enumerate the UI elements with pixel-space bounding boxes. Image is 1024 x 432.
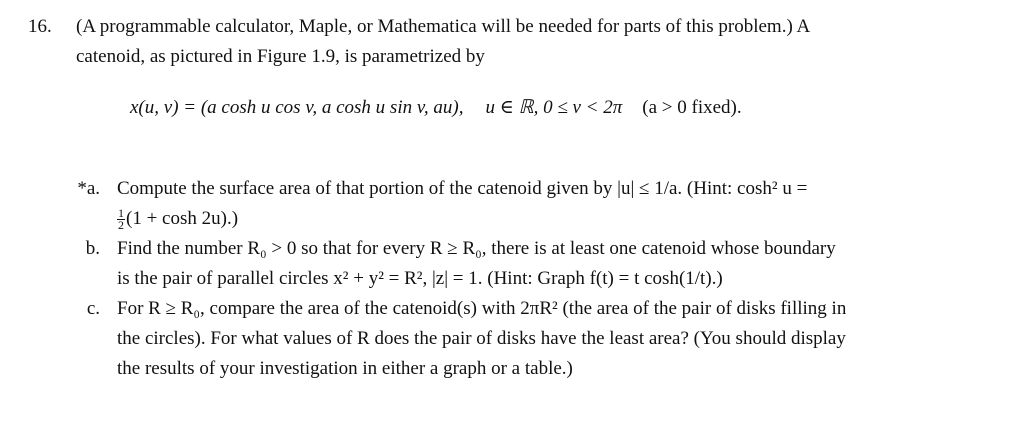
problem-intro — [76, 12, 956, 72]
part-c-line-1: For R ≥ R₀, compare the area of the catenoid(s) with 2πR² (the area of the pair of disks filling in — [117, 298, 847, 319]
formula-condition: (a > 0 fixed). — [642, 97, 742, 118]
part-a-label: *a. — [77, 178, 100, 199]
intro-line-2: catenoid, as pictured in Figure 1.9, is parametrized by — [76, 46, 485, 67]
part-c-label: c. — [86, 298, 100, 319]
formula-domain: u ∈ ℝ, 0 ≤ v < 2π — [485, 97, 623, 118]
part-b-text — [117, 234, 947, 294]
part-a-text — [117, 174, 947, 234]
intro-line-1: (A programmable calculator, Maple, or Mathematica will be needed for parts of this problem.) A — [76, 16, 811, 37]
one-half-fraction: $\frac{1}{2}$ — [118, 206, 124, 233]
part-c-text — [117, 294, 947, 384]
part-a-line-2: $\frac{1}{2}$ (1 + cosh 2u).) — [118, 206, 239, 233]
part-b-label: b. — [85, 238, 100, 259]
part-a-line-1: Compute the surface area of that portion of the catenoid given by |u| ≤ 1/a. (Hint: cosh² u = — [117, 178, 808, 199]
part-c-line-3: the results of your investigation in either a graph or a table.) — [117, 358, 573, 379]
part-b-line-2: is the pair of parallel circles x² + y² = R², |z| = 1. (Hint: Graph f(t) = t cosh(1/t).) — [117, 268, 723, 289]
problem-number: 16. — [28, 16, 52, 37]
formula-main: x(u, v) = (a cosh u cos v, a cosh u sin v, au), — [130, 97, 464, 118]
parametrization-formula — [130, 93, 742, 123]
part-b-line-1: Find the number R₀ > 0 so that for every R ≥ R₀, there is at least one catenoid whose boundary — [117, 238, 836, 259]
part-c-line-2: the circles). For what values of R does the pair of disks have the least area? (You should display — [117, 328, 846, 349]
